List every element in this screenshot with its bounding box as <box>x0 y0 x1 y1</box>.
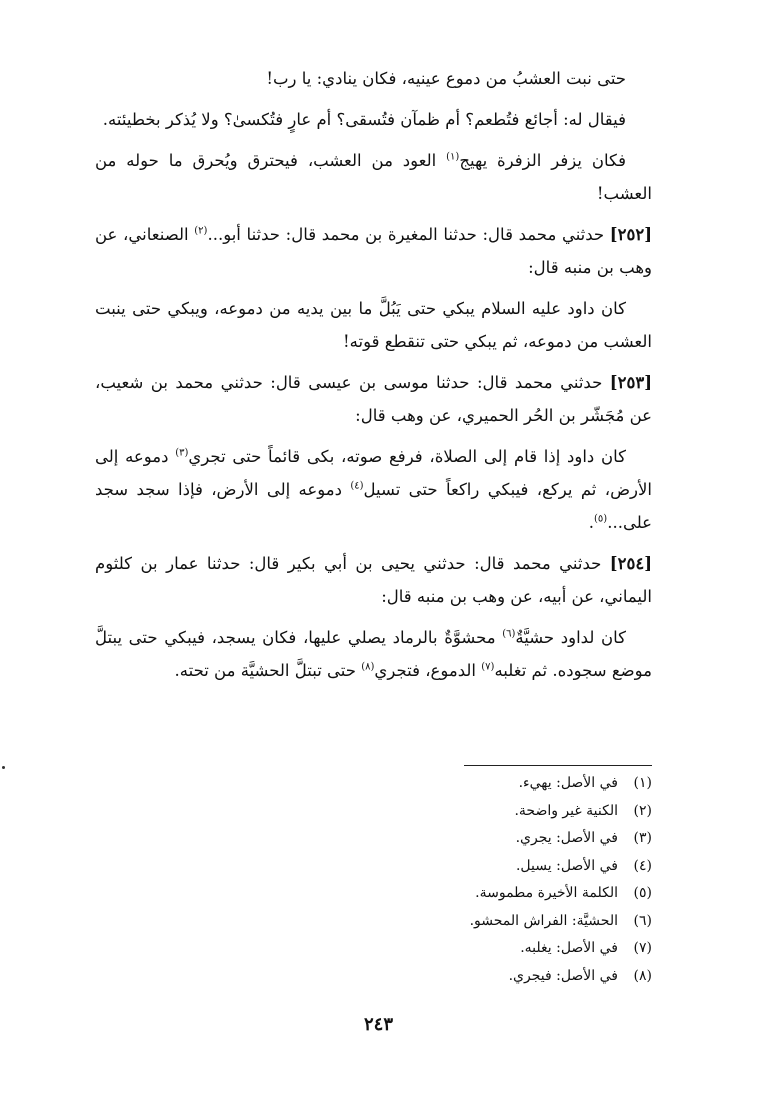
footnote-number: (٤) <box>633 857 652 874</box>
paragraph-7 <box>95 440 652 539</box>
footnote-text: الحشيَّة: الفراش المحشو. <box>469 912 618 929</box>
paragraph-text: فيقال له: أجائع فتُطعم؟ أم ظمآن فتُسقى؟ أم عارٍ فتُكسىٰ؟ ولا يُذكر بخطيئته. <box>102 110 626 129</box>
paragraph-text: . <box>588 513 595 532</box>
paragraph-5 <box>95 292 652 358</box>
footnote-list <box>352 770 652 990</box>
footnote-number: (٥) <box>633 885 652 901</box>
footnote <box>352 880 652 908</box>
footnote-ref: (٢) <box>194 225 208 237</box>
paragraph-1 <box>95 62 652 95</box>
paragraph-text: كان داود عليه السلام يبكي حتى يَبُلَّ ما بين يديه من دموعه، ويبكي حتى ينبت العشب من دموعه، ثم يبكي حتى تنقطع قوته! <box>95 299 652 351</box>
paragraph-text: العود من العشب، فيحترق ويُحرق ما حوله من العشب! <box>95 151 652 203</box>
paragraph-text: كان داود إذا قام إلى الصلاة، فرفع صوته، بكى قائماً حتى تجري <box>188 447 626 466</box>
footnote-separator <box>464 765 652 766</box>
paragraph-3 <box>95 144 652 210</box>
footnote-ref: (٨) <box>361 661 375 673</box>
hadith-number: [٢٥٢] <box>609 225 653 244</box>
footnote <box>352 853 652 881</box>
footnote-ref: (١) <box>446 151 460 163</box>
paragraph-9 <box>95 621 652 687</box>
paragraph-text: حتى نبت العشبُ من دموع عينيه، فكان ينادي: يا رب! <box>266 69 626 88</box>
paragraph-text: كان لداود حشيَّةٌ <box>515 628 626 647</box>
paragraph-text: حتى تبتلَّ الحشيَّة من تحته. <box>174 661 362 680</box>
footnote-number: (٣) <box>633 830 652 846</box>
hadith-253 <box>95 366 652 432</box>
footnote-text: في الأصل: فيجري. <box>508 967 618 984</box>
footnote-number: (٨) <box>633 967 652 984</box>
footnote-ref: (٦) <box>502 628 516 640</box>
hadith-number: [٢٥٤] <box>609 554 652 573</box>
footnote-ref: (٧) <box>481 661 495 673</box>
footnote-text: في الأصل: يغلبه. <box>520 940 618 956</box>
footnote-ref: (٥) <box>594 513 608 525</box>
footnote-number: (٧) <box>633 940 652 956</box>
paragraph-2 <box>95 103 652 136</box>
isnad-text: حدثني محمد قال: حدثنا موسى بن عيسى قال: حدثني محمد بن شعيب، عن مُجَشّر بن الحُر الحميري، عن وهب قال: <box>95 373 652 425</box>
paragraph-text: محشوَّةٌ بالرماد يصلي عليها، فكان يسجد، فيبكي حتى يبتلَّ موضع سجوده. ثم تغلبه <box>95 628 652 680</box>
footnote-number: (١) <box>633 775 652 791</box>
footnote-number: (٦) <box>633 912 652 929</box>
footnote <box>352 825 652 853</box>
footnote-number: (٢) <box>633 802 652 819</box>
page-number: ٢٤٣ <box>363 1014 393 1035</box>
hadith-252 <box>95 218 652 284</box>
hadith-number: [٢٥٣] <box>609 373 652 392</box>
footnote <box>352 798 652 826</box>
paragraph-text: دموعه إلى الأرض، ثم يركع، فيبكي راكعاً حتى تسيل <box>95 447 653 499</box>
isnad-text: حدثني محمد قال: حدثني يحيى بن أبي بكير قال: حدثنا عمار بن كلثوم اليماني، عن أبيه، عن وهب بن منبه قال: <box>95 554 652 606</box>
hadith-254 <box>95 547 652 613</box>
footnote <box>352 963 652 991</box>
footnote <box>352 935 652 963</box>
footnote-text: الكلمة الأخيرة مطموسة. <box>475 885 618 901</box>
paragraph-text: فكان يزفر الزفرة يهيج <box>459 151 627 170</box>
footnote-text: في الأصل: يجري. <box>515 830 618 846</box>
isnad-text: الصنعاني، عن وهب بن منبه قال: <box>95 225 652 277</box>
paragraph-text: دموعه إلى الأرض، فإذا سجد سجد على... <box>95 480 652 532</box>
isnad-text: حدثني محمد قال: حدثنا المغيرة بن محمد قال: حدثنا أبو... <box>207 225 610 244</box>
footnote-ref: (٤) <box>350 480 364 492</box>
paragraph-text: الدموع، فتجري <box>374 661 482 680</box>
footnote <box>352 908 652 936</box>
page-body <box>95 62 652 695</box>
footnote <box>352 770 652 798</box>
footnote-text: في الأصل: يسيل. <box>515 857 618 874</box>
footnote-text: في الأصل: يهيء. <box>518 775 618 791</box>
footnote-text: الكنية غير واضحة. <box>514 802 618 819</box>
scan-mark <box>2 766 5 769</box>
footnote-ref: (٣) <box>175 447 189 459</box>
